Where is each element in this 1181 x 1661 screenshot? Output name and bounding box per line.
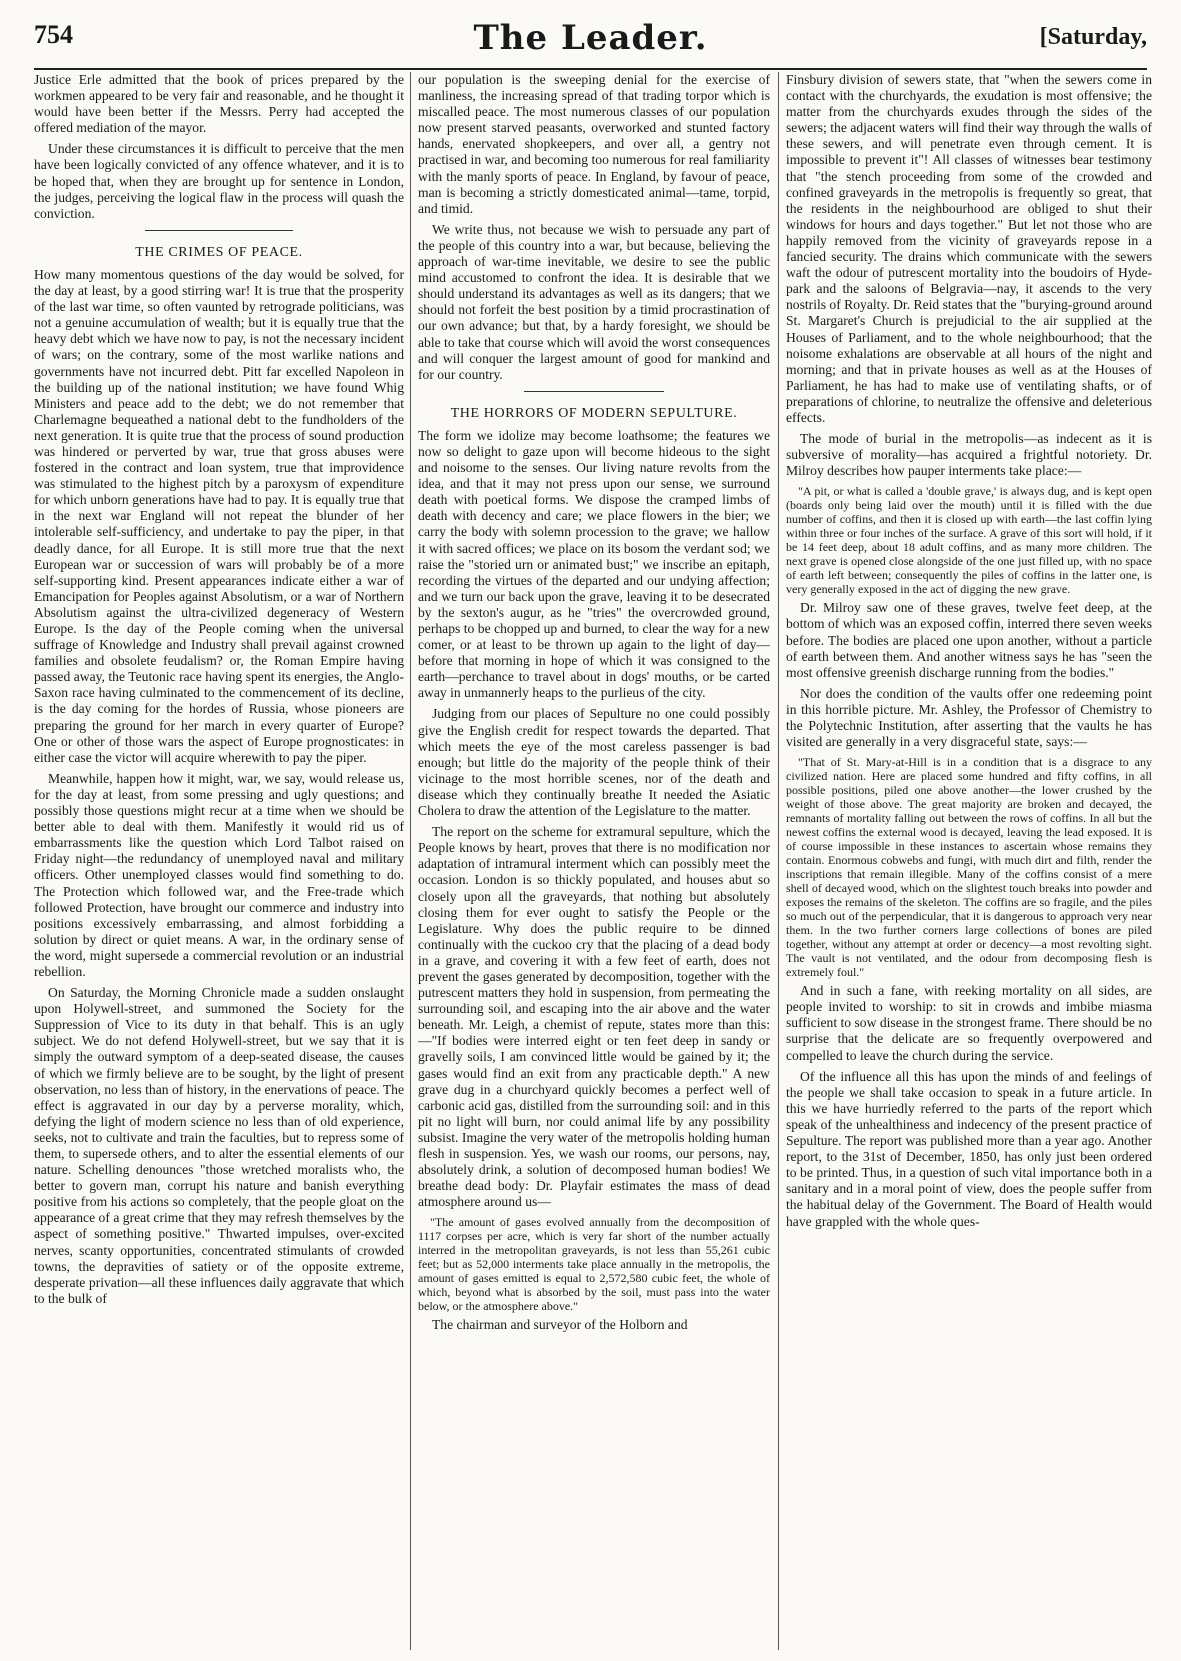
block-quote <box>418 1215 770 1313</box>
column-rule <box>410 72 411 1650</box>
paragraph: our population is the sweeping denial for the exercise of manliness, the increasing spread of that trading torpor which is miscalled peace. The most numerous classes of our population now present starved peasants, overworked and stunted factory hands, enervated shopkeepers, and over all, a gentry not practised in war, and becoming too numerous for real familiarity with the manly sports of peace. In England, by favour of peace, man is becoming a strictly domesticated animal—tame, torpid, and timid. <box>418 72 770 216</box>
column-rule <box>778 72 779 1650</box>
divider <box>524 391 665 392</box>
block-quote <box>786 484 1152 596</box>
paragraph: The form we idolize may become loathsome; the features we now so delight to gaze upon will become hideous to the sight and noisome to the senses. Our living nature revolts from the idea, and that it may not press upon our sense, we surround death with poetical forms. We dispose the cramped limbs of death with decency and care; we place flowers in the bier; we carry the body with solemn procession to the grave; we hallow it with sacred offices; we place on its bosom the verdant sod; we raise the "storied urn or animated bust;" we inscribe an epitaph, recording the virtues of the departed and our undying affection; and we turn our back upon the grave, leaving it to be desecrated by the sexton's augur, as he "tries" the overcrowded ground, perhaps to be chopped up and burned, to clear the way for a new comer, or at least to be thrown up again to the light of day—before that morning in hope of which it was consigned to the earth—perchance to travel about in dogs' mouths, or be carted away in unmannerly heaps to the purlieus of the city. <box>418 427 770 701</box>
paragraph: Judging from our places of Sepulture no one could possibly give the English credit for respect towards the departed. That which meets the eye of the most careless passenger is bad enough; but little do the majority of the people think of their vicinage to the most horrible scenes, nor of the death and disease which they continually breathe It needed the Asiatic Cholera to draw the attention of the Legislature to the matter. <box>418 706 770 819</box>
quote-text: "A pit, or what is called a 'double grave,' is always dug, and is kept open (boards only being laid over the mouth) until it is filled with the due number of coffins, and then it is closed up with earth—the last coffin lying within three or four inches of the surface. A grave of this sort will hold, if it be 14 feet deep, about 18 adult coffins, and as many more children. The next grave is opened close alongside of the one just filled up, with no space of earth left between; consequently the piles of coffins in the latter one, is very generally exposed in the act of digging the new grave. <box>786 484 1152 597</box>
paragraph: Nor does the condition of the vaults offer one redeeming point in this horrible picture. Mr. Ashley, the Professor of Chemistry to the Polytechnic Institution, after asserting that the vaults he has visited are generally in a very disgraceful state, says:— <box>786 685 1152 750</box>
dateline: [Saturday, <box>1039 24 1147 50</box>
paragraph: And in such a fane, with reeking mortality on all sides, are people invited to worship: to sit in crowds and imbibe miasma sufficient to sow disease in the strongest frame. There should be no surprise that the delicate are so frequently overpowered and compelled to leave the church during the service. <box>786 983 1152 1063</box>
quote-text: "The amount of gases evolved annually from the decomposition of 1117 corpses per acre, which is very far short of the number actually interred in the metropolitan graveyards, is not less than 55,261 cubic feet; but as 52,000 interments take place annually in the metropolis, the amount of gases emitted is equal to 2,572,580 cubic feet, the whole of which, beyond what is absorbed by the soil, must pass into the water below, or the atmosphere above." <box>418 1215 770 1314</box>
column-2 <box>418 72 770 1650</box>
masthead <box>34 18 1147 70</box>
paragraph: We write thus, not because we wish to persuade any part of the people of this country into a war, but because, believing the approach of war-time inevitable, we desire to see the public mind accustomed to confront the idea. It is desirable that we should understand its advantages as well as its dangers; that we should not forfeit the best position by a timid procrastination of our own advance; but that, by a hardy foresight, we should be able to take that course which will avoid the worst consequences and will conquer the largest amount of good for mankind and for our country. <box>418 221 770 382</box>
block-quote <box>786 755 1152 979</box>
article-heading-crimes-of-peace: THE CRIMES OF PEACE. <box>135 244 303 260</box>
page-number: 754 <box>34 20 73 49</box>
paragraph: Meanwhile, happen how it might, war, we say, would release us, for the day at least, from some pressing and ugly questions; and possibly those questions might recur at a time when we should be better able to deal with them. Manifestly it would rid us of embarrassments like the question which Lord Talbot raised on Friday night—the redundancy of unemployed naval and military officers. Other unemployed classes would find something to do. The Protection which followed war, and the Free-trade which followed Protection, have brought our commerce and industry into positions excessively embarrassing, and almost forbidding a solution by direct or quiet means. A war, in the ordinary sense of the word, might supersede a commercial revolution or an industrial rebellion. <box>34 770 404 979</box>
paragraph: The mode of burial in the metropolis—as indecent as it is subversive of morality—has acquired a frightful notoriety. Dr. Milroy describes how pauper interments take place:— <box>786 431 1152 479</box>
paragraph: Under these circumstances it is difficult to perceive that the men have been logically convicted of any offence whatever, and it is to be hoped that, when they are brought up for sentence in London, the judges, perceiving the logical flaw in the process will quash the conviction. <box>34 141 404 221</box>
paragraph: Finsbury division of sewers state, that "when the sewers come in contact with the churchyards, the exudation is most offensive; the matter from the churchyards exudes through the sides of the sewers; the adjacent waters will find their way through the walls of these sewers, and will penetrate even through cement. It is impossible to prevent it"! All classes of witnesses bear testimony that "the stench proceeding from some of the crowded and confined graveyards in the metropolis is frequently so great, that the residents in the neighbourhood are obliged to shut their windows for hours and days together." But let not those who are happily removed from the vicinity of graveyards repose in a fancied security. The drains which communicate with the sewers waft the odour of putrescent mortality into the boudoirs of Hyde-park and the saloons of Belgravia—nay, it ascends to the very nostrils of Royalty. Dr. Reid states that the "burying-ground around St. Margaret's Church is prejudicial to the air supplied at the Houses of Parliament, and to the whole neighbourhood; that the noisome exhalations are observable at all hours of the night and morning; and that in private houses as well as at the Houses of Parliament, he has had to make use of ventilating shafts, or of preparations of chlorine, to neutralize the offensive and deleterious effects. <box>786 72 1152 425</box>
paragraph: The chairman and surveyor of the Holborn and <box>432 1317 688 1333</box>
article-heading-horrors-of-sepulture: THE HORRORS OF MODERN SEPULTURE. <box>450 405 738 421</box>
paragraph: The report on the scheme for extramural sepulture, which the People knows by heart, proves that there is no modification nor adaptation of intramural interment which can possibly meet the occasion. London is so thickly populated, and houses abut so closely upon all the graveyards, that nothing but absolutely closing them for ever ought to satisfy the People or the Legislature. Why does the public require to be dinned continually with the cuckoo cry that the placing of a dead body in a grave, and covering it with a few feet of earth, does not prevent the gases generated by decomposition, together with the putrescent matters they hold in suspension, from permeating the surrounding soil, and escaping into the air above and the water beneath. Mr. Leigh, a chemist of repute, states more than this:—"If bodies were interred eight or ten feet deep in sandy or gravelly soils, I am convinced little would be gained by it; the gases would find an exit from any practicable depth." A new grave dug in a churchyard quickly becomes a perfect well of carbonic acid gas, distilled from the surrounding soil: and in this pit no light will burn, nor could animal life by any possibility subsist. Imagine the very water of the metropolis holding human flesh in suspension. Yes, we wash our rooms, our persons, nay, absolutely drink, a solution of decomposed human bodies! We breathe dead body: Dr. Playfair estimates the mass of dead atmosphere around us— <box>418 824 770 1210</box>
column-3 <box>786 72 1152 1650</box>
paragraph: How many momentous questions of the day would be solved, for the day at least, by a good stirring war! It is true that the prosperity of the last war time, so often vaunted by retrograde politicians, was not a genuine accumulation of wealth; but it is equally true that the heavy debt which we have now to pay, is not the necessary incident of wars; on the contrary, some of the most warlike nations and governments have not incurred debt. Pitt far excelled Napoleon in the building up of the national institution; we have found Whig Ministers and peace add to the debt; we do not remember that Charlemagne bequeathed a national debt to the fundholders of the next generation. It is quite true that the process of sound production was hindered or perverted by war, true that gross abuses were fostered in the contract and loan system, true that improvidence was stimulated to the highest pitch by a paroxysm of expenditure for which unborn generations have had to pay. It is equally true that in the next war England will not repeat the blunder of her intolerable self-sufficiency, and undertake to pay the piper, in that deadly dance, for all Europe. It is still more true that the next European war or succession of wars will probably be of a more self-supporting kind. Present appearances indicate either a war of Emancipation for Peoples against Absolutism, or a war of Northern Absolutism against the ultra-civilized degeneracy of Western Europe. Is the day of the People coming when the universal suffrage of Knowledge and Industry shall prevail against crowned families and obsolete feudalism? or, the Roman Empire having passed away, the Teutonic race having spent its energies, the Anglo-Saxon race having culminated to the commencement of its decline, is the day coming for the hordes of Russia, whose pioneers are preparing the ground for her march in every quarter of Europe? One or other of those wars the aspect of Europe prognosticates: in either case the victor will acquire wherewith to pay the piper. <box>34 266 404 765</box>
paragraph: Of the influence all this has upon the minds of and feelings of the people we shall take occasion to speak in a future article. In this we have hurriedly referred to the parts of the report which speak of the unhealthiness and indecency of the present practice of Sepulture. The report was published more than a year ago. Another report, to the 31st of December, 1850, has only just been ordered to be printed. Thus, in a question of such vital importance both in a sanitary and in a moral point of view, does the people suffer from the habitual delay of the Government. The Board of Health would have grappled with the whole ques- <box>786 1068 1152 1229</box>
column-1 <box>34 72 404 1650</box>
paragraph: On Saturday, the Morning Chronicle made a sudden onslaught upon Holywell-street, and summoned the Society for the Suppression of Vice to its duty in that behalf. This is an ugly subject. We do not defend Holywell-street, but we say that it is simply the outward symptom of a deep-seated disease, the causes of which we firmly believe are to be sought, by the light of present observation, no less than of history, in the enervations of peace. The effect is aggravated in our day by a perverse morality, which, defying the light of modern science no less than of old experience, seeks, not to cultivate and train the faculties, but to repress some of them, to supersede others, and to alter the essential elements of our nature. Schelling denounces "those wretched moralists who, the better to govern man, corrupt his nature and banish everything positive from his actions so completely, that the people gloat on the appearance of a great crime that they may refresh themselves by the aspect of something positive." Thwarted impulses, over-excited nerves, scanty opportunities, concentrated stimulants of crowded towns, the depravities of satiety or of the opposite extreme, desperate privation—all these influences daily aggravate that which to the bulk of <box>34 985 404 1306</box>
quote-text: "That of St. Mary-at-Hill is in a condition that is a disgrace to any civilized nation. Here are placed some hundred and fifty coffins, in all possible positions, piled one above another—the lower crushed by the weight of those above. The great majority are broken and decayed, the remnants of mortality falling out between the rows of coffins. In all but the newest coffins the external wood is decayed, leaving the lead exposed. It is of course impossible in these instances to ascertain whose remains they contain. Enormous cobwebs and fungi, with much dirt and filth, render the inscriptions that remain illegible. Many of the coffins consist of a mere shell of decayed wood, which on the slightest touch breaks into powder and exposes the remains of the skeleton. The coffins are so fragile, and the piles so much out of the perpendicular, that it is dangerous to approach very near them. In the two further corners large collections of bones are piled together, without any attempt at order or decency—a most revolting sight. The vault is not ventilated, and the odour from decomposing flesh is extremely foul." <box>786 755 1152 980</box>
paragraph: Justice Erle admitted that the book of prices prepared by the workmen appeared to be very fair and reasonable, and he thought it would have been better if the Messrs. Perry had accepted the offered mediation of the mayor. <box>34 72 404 136</box>
paper-title: The Leader. <box>473 18 708 58</box>
divider <box>145 230 293 231</box>
paragraph: Dr. Milroy saw one of these graves, twelve feet deep, at the bottom of which was an exposed coffin, interred there seven weeks before. The bodies are placed one upon another, without a particle of earth between them. And another witness says he has "seen the most offensive greenish discharge running from the bodies." <box>786 600 1152 680</box>
